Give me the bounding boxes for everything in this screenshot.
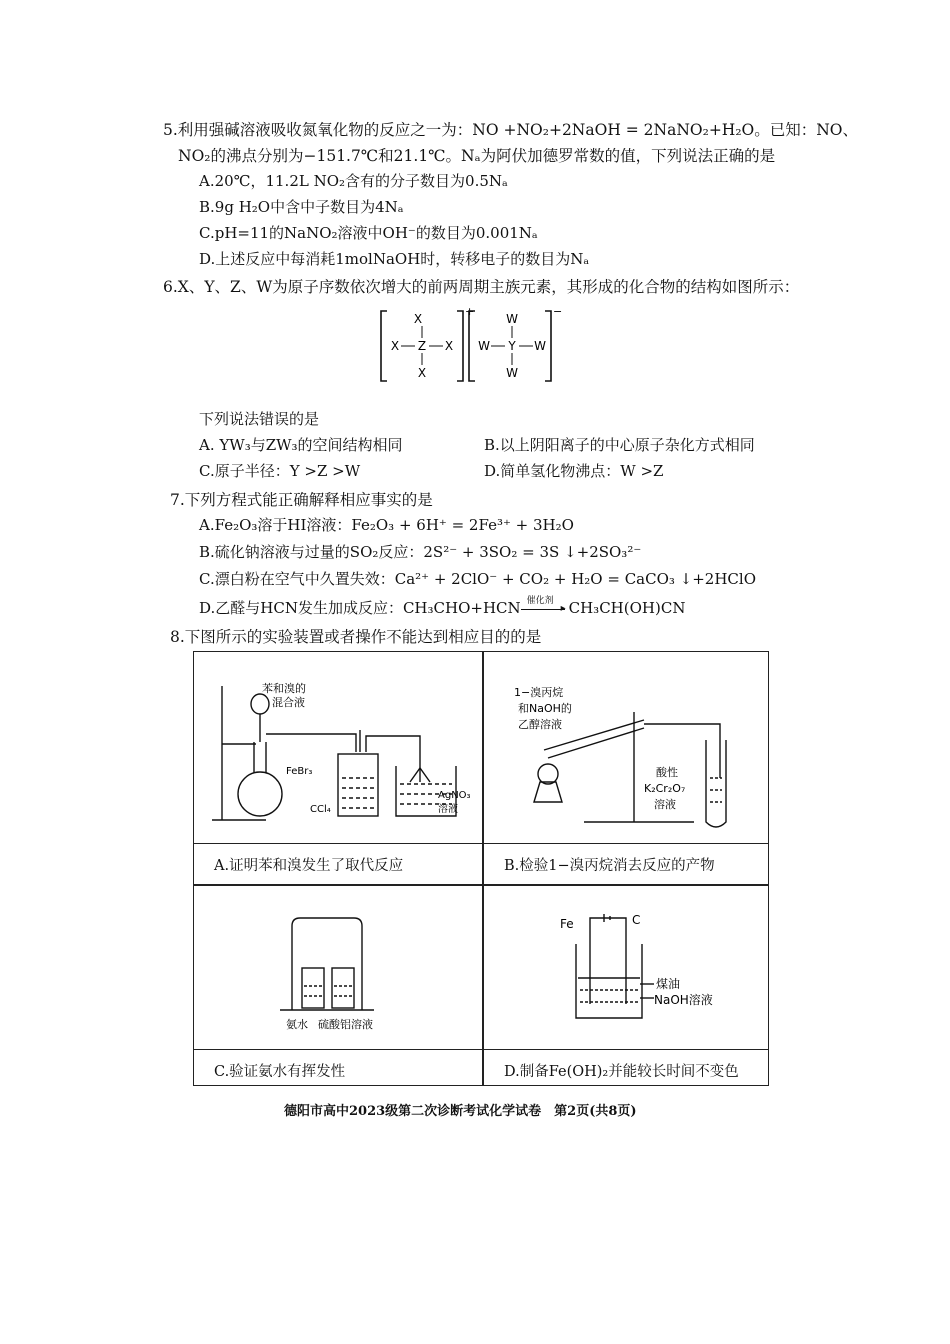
q7-arrow-line <box>521 609 565 610</box>
grid-divider-c-caption <box>194 1049 768 1050</box>
q6-left-center: Z <box>417 339 427 353</box>
c-label-right: 硫酸铝溶液 <box>318 1018 373 1031</box>
q7-option-b: B.硫化钠溶液与过量的SO₂反应：2S²⁻ + 3SO₂ = 3S ↓+2SO₃²⁻ <box>199 543 642 561</box>
a-label-mix1: 苯和溴的 <box>262 682 306 695</box>
b-label-l1: 1−溴丙烷 <box>514 686 564 699</box>
d-label-fe: Fe <box>560 917 574 931</box>
q5-stem-line1: 5.利用强碱溶液吸收氮氧化物的反应之一为：NO +NO₂+2NaOH = 2NaNO₂+H₂O。已知：NO、 <box>163 121 859 139</box>
c-label-left: 氨水 <box>286 1018 308 1031</box>
q5-option-c: C.pH=11的NaNO₂溶液中OH⁻的数目为0.001Nₐ <box>199 224 538 242</box>
b-label-r3: 溶液 <box>654 798 676 811</box>
b-label-l2: 和NaOH的 <box>518 702 572 715</box>
grid-divider-vertical <box>482 652 484 1085</box>
q5-option-a: A.20℃，11.2L NO₂含有的分子数目为0.5Nₐ <box>199 172 508 190</box>
q6-structure-diagram <box>375 303 565 389</box>
q7-option-d-right: CH₃CH(OH)CN <box>568 599 686 617</box>
q8-caption-c: C.验证氨水有挥发性 <box>214 1064 346 1080</box>
apparatus-a <box>206 682 476 832</box>
d-label-c: C <box>632 914 641 927</box>
q7-option-d <box>199 597 685 618</box>
page-footer: 德阳市高中2023级第二次诊断考试化学试卷 第2页(共8页) <box>284 1104 637 1119</box>
q8-figure-grid <box>193 651 769 1086</box>
q6-option-d: D.简单氢化物沸点：W >Z <box>484 462 664 480</box>
q7-option-d-left: D.乙醛与HCN发生加成反应：CH₃CHO+HCN <box>199 599 521 617</box>
q7-option-a: A.Fe₂O₃溶于HI溶液：Fe₂O₃ + 6H⁺ = 2Fe³⁺ + 3H₂O <box>199 516 574 534</box>
q6-right-charge: − <box>553 305 563 318</box>
q6-right-top: W <box>506 312 518 326</box>
a-label-febr: FeBr₃ <box>286 766 313 777</box>
q7-arrow-head: ▸ <box>560 603 566 614</box>
b-label-l3: 乙醇溶液 <box>518 718 562 731</box>
q6-option-a: A. YW₃与ZW₃的空间结构相同 <box>199 436 403 454</box>
a-label-mix2: 混合液 <box>272 696 305 709</box>
d-label-oil: 煤油 <box>656 977 681 991</box>
q7-catalyst: 催化剂 <box>526 596 554 606</box>
q6-stem: 6.X、Y、Z、W为原子序数依次增大的前两周期主族元素，其形成的化合物的结构如图所示： <box>163 278 800 296</box>
q6-right-center: Y <box>508 339 516 353</box>
q7-option-c: C.漂白粉在空气中久置失效：Ca²⁺ + 2ClO⁻ + CO₂ + H₂O = CaCO₃ ↓+2HClO <box>199 570 757 588</box>
q6-right-left: W <box>478 339 490 353</box>
a-label-ccl: CCl₄ <box>310 804 331 815</box>
q8-stem: 8.下图所示的实验装置或者操作不能达到相应目的的是 <box>170 628 542 646</box>
apparatus-d <box>554 914 734 1034</box>
grid-divider-middle <box>194 884 768 886</box>
apparatus-c <box>274 914 424 1034</box>
grid-divider-a-caption <box>194 843 768 844</box>
q8-caption-b: B.检验1−溴丙烷消去反应的产物 <box>504 858 715 874</box>
q6-left-charge: + <box>465 305 475 318</box>
q6-left-right: X <box>444 339 454 353</box>
q6-left-left: X <box>390 339 400 353</box>
q8-caption-a: A.证明苯和溴发生了取代反应 <box>214 858 404 874</box>
q6-option-b: B.以上阴阳离子的中心原子杂化方式相同 <box>484 436 755 454</box>
q6-left-top: X <box>413 312 423 326</box>
q6-left-bottom: X <box>417 366 427 380</box>
q7-stem: 7.下列方程式能正确解释相应事实的是 <box>170 491 433 509</box>
b-label-r2: K₂Cr₂O₇ <box>644 782 686 795</box>
b-label-r1: 酸性 <box>656 766 678 779</box>
apparatus-b <box>494 682 764 832</box>
q6-right-right: W <box>534 339 546 353</box>
q6-prompt: 下列说法错误的是 <box>199 410 320 428</box>
q6-option-c: C.原子半径：Y >Z >W <box>199 462 361 480</box>
q7-arrow <box>521 596 569 616</box>
q5-option-d: D.上述反应中每消耗1molNaOH时，转移电子的数目为Nₐ <box>199 250 590 268</box>
d-label-naoh: NaOH溶液 <box>654 993 713 1007</box>
q8-caption-d: D.制备Fe(OH)₂并能较长时间不变色 <box>504 1064 739 1080</box>
q5-option-b: B.9g H₂O中含中子数目为4Nₐ <box>199 198 404 216</box>
q5-stem-line2: NO₂的沸点分别为−151.7℃和21.1℃。Nₐ为阿伏加德罗常数的值，下列说法正确的是 <box>178 147 776 165</box>
a-label-agno2: 溶液 <box>438 804 458 815</box>
a-label-agno1: AgNO₃ <box>438 790 471 801</box>
q6-right-bottom: W <box>506 366 518 380</box>
